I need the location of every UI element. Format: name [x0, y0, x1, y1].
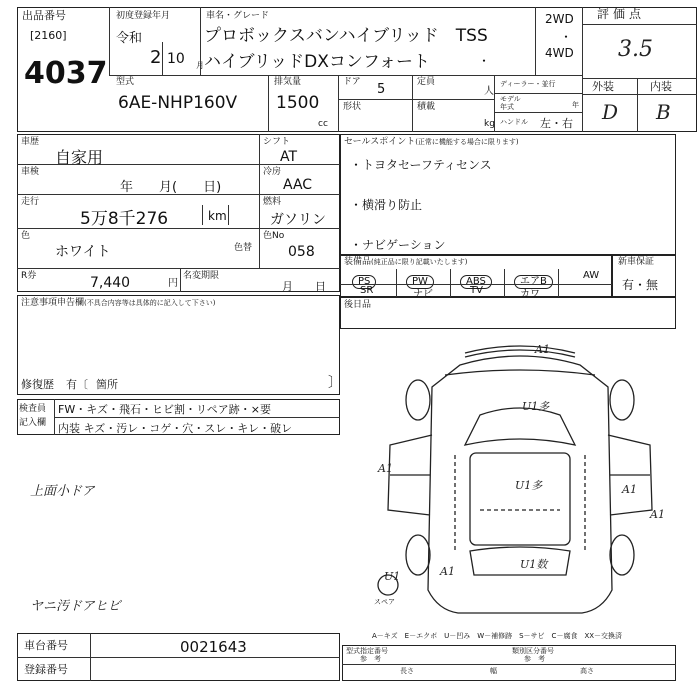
classification-label: 類別区分番号: [512, 647, 554, 655]
equip-pw-label: PW: [406, 275, 434, 289]
fuel-label: 燃料: [263, 197, 282, 207]
handwriting-note-1: 上面小ドア: [30, 484, 95, 499]
type-designation-sub: 参 考: [360, 655, 381, 663]
displacement-label: 排気量: [274, 77, 302, 87]
recycle-unit: 円: [168, 278, 178, 289]
name-label: 車名・グレード: [206, 11, 270, 21]
first-reg-month: 10: [167, 51, 185, 67]
inspector-label2: 記入欄: [19, 418, 47, 428]
inspector-label1: 検査員: [19, 404, 47, 414]
mark-rear-gate: U1数: [520, 558, 548, 571]
meter-change-value: 月 日: [282, 280, 326, 293]
sales-points-label: [344, 137, 519, 147]
shift-value: AT: [280, 149, 298, 165]
equip-sr: SR: [360, 285, 374, 296]
model-label: 型式: [116, 77, 135, 87]
mark-hood: U1多: [522, 400, 550, 413]
displacement-value: 1500: [276, 93, 320, 113]
mark-roof: U1多: [515, 479, 543, 492]
rear-items-block: [340, 297, 676, 329]
inspector-row2: 内装 キズ・汚レ・コゲ・穴・スレ・キレ・破レ: [58, 422, 293, 435]
sales-points-title: セールスポイント: [344, 137, 416, 147]
rear-items-label: 後日品: [344, 300, 372, 310]
equip-abs-label: ABS: [460, 275, 492, 289]
mileage-label: 走行: [21, 197, 40, 207]
color-label: 色: [21, 231, 31, 241]
lot-sub: [2160]: [30, 29, 67, 42]
color-no-label: 色No: [263, 231, 285, 241]
mileage-value: 5万8千276: [80, 209, 169, 229]
length-label: 長さ: [400, 667, 414, 675]
model-year-label: モデル 年式: [500, 95, 521, 111]
mark-front-bumper: A1: [535, 343, 550, 356]
shift-label: シフト: [263, 137, 291, 147]
recycle-label: R券: [21, 271, 37, 281]
lot-number: 4037: [24, 56, 108, 91]
first-reg-era: 令和: [116, 31, 143, 46]
doors-label: ドア: [343, 77, 361, 87]
usage-value: 自家用: [55, 148, 104, 167]
usage-label: 車歴: [21, 137, 40, 147]
score-label: 評価点: [597, 7, 646, 21]
inspector-row1: FW・キズ・飛石・ヒビ割・リペア跡・×要: [58, 403, 271, 416]
mileage-unit: km: [208, 209, 227, 223]
sales-point-3: ・ナビゲーション: [350, 238, 446, 252]
chassis-label: 車台番号: [24, 639, 68, 652]
interior-value: B: [656, 100, 671, 124]
meter-change-label: 名変期限: [183, 271, 220, 281]
name-line1: プロボックスバンハイブリッド TSS: [204, 26, 488, 46]
ac-label: 冷房: [263, 167, 282, 177]
equip-ps-label: PS: [352, 275, 376, 289]
capacity-unit: 人: [484, 86, 494, 97]
exterior-value: D: [602, 100, 619, 124]
handwriting-note-2: ヤニ汚ドアヒビ: [30, 599, 121, 614]
equip-navi: ナビ: [413, 289, 433, 300]
equip-leather: カワ: [520, 289, 540, 300]
first-reg-month-unit: 月: [196, 61, 204, 70]
model-value: 6AE-NHP160V: [118, 93, 238, 113]
capacity-label: 定員: [417, 77, 436, 87]
interior-label: 内装: [650, 80, 672, 93]
shape-label: 形状: [343, 102, 362, 112]
model-year-unit: 年: [572, 101, 579, 109]
mark-left-rear: U1: [384, 570, 401, 583]
mark-right-front: A1: [622, 483, 637, 496]
score-value: 3.5: [618, 37, 653, 62]
doors-value: 5: [377, 82, 386, 97]
color-value: ホワイト: [55, 244, 111, 260]
damage-legend: A－キズ E－エクボ U－凹み W－補修跡 S－サビ C－腐食 XX－交換済: [372, 632, 623, 640]
notes-label: [21, 298, 215, 308]
drive-4wd[interactable]: 4WD: [545, 46, 574, 60]
height-label: 高さ: [580, 667, 594, 675]
sales-point-2: ・横滑り防止: [350, 198, 423, 212]
lot-label: 出品番号: [22, 9, 66, 22]
width-label: 幅: [490, 667, 497, 675]
drive-2wd[interactable]: 2WD: [545, 12, 574, 26]
registration-label: 登録番号: [24, 663, 68, 676]
load-label: 積載: [417, 102, 436, 112]
notes-sub: (不具合内容等は具体的に記入して下さい): [84, 299, 216, 307]
repair-unit: 箇所: [96, 378, 118, 391]
equip-aw: AW: [583, 270, 600, 281]
repair-text: 有〔: [66, 378, 88, 391]
load-unit: kg: [484, 119, 495, 129]
first-reg-label: 初度登録年月: [116, 11, 171, 21]
drive-sep: ・: [560, 30, 573, 44]
equip-airbag-label: エアB: [514, 275, 553, 289]
color-no-value: 058: [288, 244, 315, 260]
sales-point-1: ・トヨタセーフティセンス: [350, 158, 492, 172]
handle-label: ハンドル: [500, 118, 528, 126]
displacement-unit: cc: [318, 119, 328, 129]
spare-label: スペア: [374, 598, 395, 606]
sales-points-note: (正常に機能する場合に限ります): [415, 138, 519, 146]
fuel-value: ガソリン: [270, 212, 326, 228]
mark-rear-left: A1: [440, 565, 455, 578]
type-designation-label: 型式指定番号: [346, 647, 388, 655]
new-cert-label: 新車保証: [618, 257, 655, 267]
ac-value: AAC: [283, 177, 313, 193]
dealer-label: ディーラー・並行: [500, 80, 556, 88]
inspection-value: 年 月( 日): [120, 180, 222, 195]
color-change-label: 色替: [234, 243, 253, 253]
mark-left-fender: A1: [378, 462, 393, 475]
chassis-value: 0021643: [180, 638, 247, 656]
spec-ref-block: [342, 645, 676, 681]
name-line2: ハイブリッドDXコンフォート: [204, 52, 431, 72]
mark-right-rear: A1: [650, 508, 665, 521]
equipment-note: (純正品に限り記載いたします): [371, 258, 468, 266]
handle-value: 左・右: [540, 117, 573, 130]
repair-bracket: 〕: [328, 375, 342, 391]
repair-label: 修復歴: [21, 378, 54, 391]
first-reg-year: 2: [150, 47, 162, 68]
equipment-label: [344, 257, 467, 267]
inspection-label: 車検: [21, 167, 40, 177]
notes-title: 注意事項申告欄: [21, 298, 85, 308]
exterior-label: 外装: [592, 80, 614, 93]
equipment-title: 装備品: [344, 257, 372, 267]
new-cert-value: 有・無: [622, 278, 659, 292]
equip-tv: TV: [470, 285, 483, 296]
recycle-value: 7,440: [90, 275, 131, 291]
name-mark: ・: [478, 54, 491, 68]
classification-sub: 参 考: [524, 655, 545, 663]
